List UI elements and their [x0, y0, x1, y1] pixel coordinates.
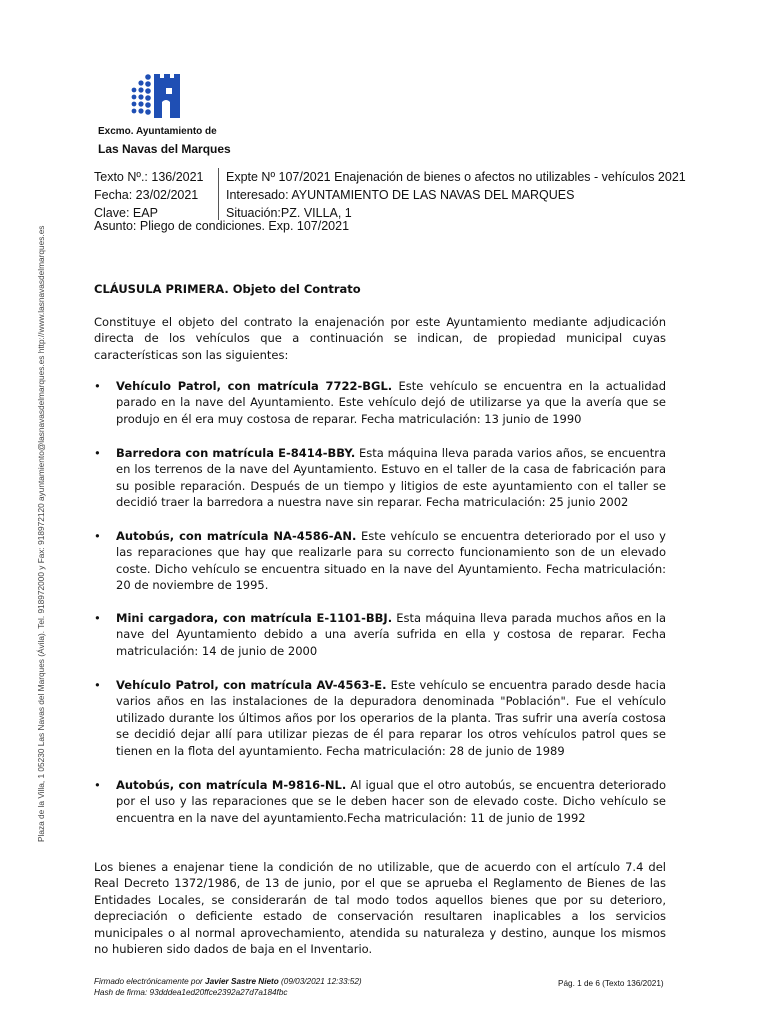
bullet-icon: • — [94, 446, 101, 460]
vehicle-item — [94, 378, 666, 427]
document-subject: Asunto: Pliego de condiciones. Exp. 107/2021 — [94, 219, 350, 233]
vehicle-item — [94, 528, 666, 594]
document-key: Clave: EAP — [94, 206, 158, 220]
bullet-icon: • — [94, 778, 101, 792]
organization-name: Las Navas del Marques — [98, 142, 231, 156]
vehicle-item — [94, 445, 666, 511]
bullet-icon: • — [94, 379, 101, 393]
vehicle-description: Esta máquina lleva parada muchos años en la nave del Ayuntamiento debido a una avería sufrida en ella y costosa de reparar. Fecha matriculación: 14 de junio de 2000 — [116, 611, 666, 658]
vehicle-item — [94, 677, 666, 759]
vehicle-title: Vehículo Patrol, con matrícula 7722-BGL. — [116, 379, 393, 393]
closing-paragraph: Los bienes a enajenar tiene la condición de no utilizable, que de acuerdo con el artículo 7.4 del Real Decreto 1372/1986, de 13 de junio, por el que se aprueba el Reglamento de Bienes de las Entidades Locales, se considerarán de tal modo todos aquellos bienes que por su deterioro, depreciación o deficiente estado de conservación resultaren inaplicables a los servicios municipales o al normal aprovechamiento, atendida su naturaleza y destino, aunque los mismos no hubieren sido dados de baja en el Inventario. — [94, 860, 666, 957]
texto-number: Texto Nº.: 136/2021 — [94, 170, 204, 184]
clause-heading: CLÁUSULA PRIMERA. Objeto del Contrato — [94, 282, 361, 296]
vehicle-description: Al igual que el otro autobús, se encuentra deteriorado por el uso y las reparaciones que se le deben hacer son de elevado coste. Dicho vehículo se encuentra en la nave del ayuntamiento.Fecha matriculación: 11 de junio de 1992 — [116, 778, 666, 825]
signed-prefix: Firmado electrónicamente por — [94, 977, 206, 986]
vehicle-item — [94, 610, 666, 659]
signature-hash: Hash de firma: 93dddea1ed20ffce2392a27d7a184fbc — [94, 988, 288, 997]
side-contact-text: Plaza de la Villa, 1 05230 Las Navas del Marques (Ávila). Tel. 918972000 y Fax: 918972120 ayuntamiento@lasnavasdelmarques.es http://www.lasnavasdelmarques.es — [36, 225, 46, 842]
vehicle-title: Barredora con matrícula E-8414-BBY. — [116, 446, 356, 460]
bullet-icon: • — [94, 529, 101, 543]
meta-divider — [218, 168, 219, 220]
signer-name: Javier Sastre Nieto — [205, 977, 279, 986]
organization-line-1: Excmo. Ayuntamiento de — [98, 126, 217, 137]
document-date: Fecha: 23/02/2021 — [94, 188, 199, 202]
castle-logo-icon — [126, 70, 190, 122]
signed-date: (09/03/2021 12:33:52) — [278, 977, 362, 986]
situacion: Situación:PZ. VILLA, 1 — [226, 206, 352, 220]
vehicle-title: Autobús, con matrícula NA-4586-AN. — [116, 529, 357, 543]
document-meta-right — [226, 168, 686, 222]
vehicle-description: Este vehículo se encuentra en la actualidad parado en la nave del Ayuntamiento. Este vehículo dejó de utilizarse ya que la avería que se produjo en él era muy costosa de reparar. Fecha matriculación: 13 junio de 1990 — [116, 379, 666, 426]
vehicle-title: Mini cargadora, con matrícula E-1101-BBJ. — [116, 611, 393, 625]
vehicle-description: Este vehículo se encuentra deteriorado por el uso y las reparaciones que hay que realizarle para su correcto funcionamiento son de un elevado coste. Dicho vehículo se encuentra situado en la nave del Ayuntamiento. Fecha matriculación: 20 de noviembre de 1995. — [116, 529, 666, 593]
vehicle-description: Este vehículo se encuentra parado desde hacia varios años en las instalaciones de la depuradora denominada "Población". Fue el vehículo utilizado durante los últimos años por los operarios de la planta. Tras sufrir una avería costosa se decidió dejar allí para utilizar piezas de él para reparar los otros vehículos patrol ques se tienen en la flota del ayuntamiento. Fecha matriculación: 28 de junio de 1989 — [116, 678, 666, 758]
document-meta-left — [94, 168, 214, 222]
vehicle-title: Vehículo Patrol, con matrícula AV-4563-E. — [116, 678, 387, 692]
interesado: Interesado: AYUNTAMIENTO DE LAS NAVAS DEL MARQUES — [226, 188, 575, 202]
clause-intro: Constituye el objeto del contrato la enajenación por este Ayuntamiento mediante adjudicación directa de los vehículos que a continuación se indican, de propiedad municipal cuyas características son las siguientes: — [94, 315, 666, 362]
expediente: Expte Nº 107/2021 Enajenación de bienes o afectos no utilizables - vehículos 2021 — [226, 170, 686, 184]
bullet-icon: • — [94, 678, 101, 692]
page-number: Pág. 1 de 6 (Texto 136/2021) — [558, 979, 664, 988]
bullet-icon: • — [94, 611, 101, 625]
vehicle-description: Esta máquina lleva parada varios años, se encuentra en los terrenos de la nave del Ayuntamiento. Estuvo en el taller de la casa de fabricación para su posible reparación. Después de un tiempo y litigios de este ayuntamiento con el taller se decidió traer la barredora a nuestra nave sin reparar. Fecha matriculación: 25 junio 2002 — [116, 446, 667, 510]
signature-block — [94, 976, 362, 998]
vehicle-title: Autobús, con matrícula M-9816-NL. — [116, 778, 347, 792]
vehicle-item — [94, 777, 666, 826]
